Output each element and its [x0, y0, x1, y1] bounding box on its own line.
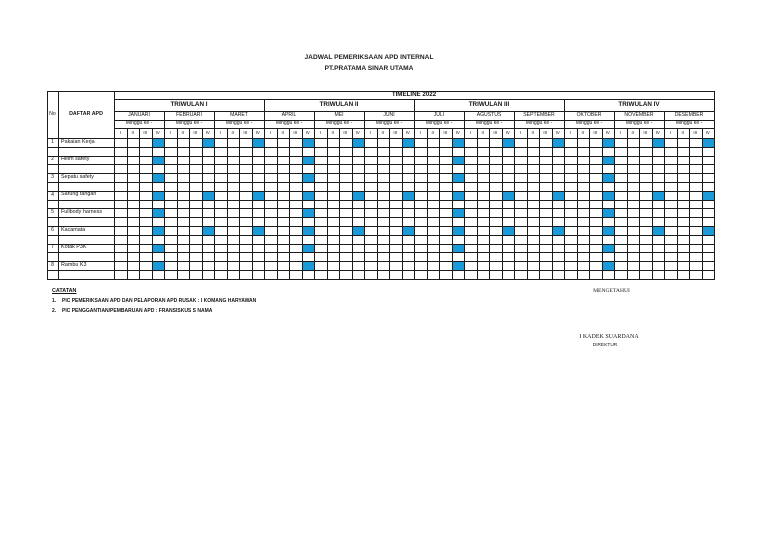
inspection-mark [402, 138, 415, 148]
inspection-mark [202, 226, 215, 236]
week-label: IV [205, 129, 210, 135]
inspection-mark [152, 226, 165, 236]
inspection-mark [452, 156, 465, 165]
month-header: MEI [334, 111, 344, 118]
document-title: JADWAL PEMERIKSAAN APD INTERNAL [304, 53, 434, 61]
inspection-mark [302, 173, 315, 183]
signatory-name: I KADEK SUARDANA [579, 334, 639, 340]
week-label: III [143, 129, 148, 135]
week-label: IV [155, 129, 160, 135]
inspection-mark [452, 244, 465, 253]
week-label: II [431, 129, 434, 135]
inspection-mark [402, 191, 415, 201]
week-label: IV [605, 129, 610, 135]
month-header: SEPTEMBER [523, 111, 555, 118]
timeline-header: TIMELINE 2022 [391, 90, 437, 98]
week-label: IV [555, 129, 560, 135]
inspection-mark [602, 261, 615, 271]
inspection-mark [602, 244, 615, 253]
week-caption: Minggu ke - [475, 120, 503, 127]
week-label: III [243, 129, 248, 135]
inspection-mark [602, 173, 615, 183]
week-label: III [543, 129, 548, 135]
note-number: 1. [52, 297, 57, 304]
week-label: II [581, 129, 584, 135]
month-header: JUNI [383, 111, 395, 118]
week-label: I [319, 129, 321, 135]
week-caption: Minggu ke - [675, 120, 703, 127]
month-header: FEBRUARI [176, 111, 202, 118]
inspection-mark [252, 138, 265, 148]
week-label: III [193, 129, 198, 135]
inspection-mark [252, 226, 265, 236]
item-name: Pakaian Kerja [61, 138, 95, 145]
month-header: DESEMBER [674, 111, 704, 118]
inspection-mark [452, 138, 465, 148]
week-caption: Minggu ke - [375, 120, 403, 127]
week-label: I [369, 129, 371, 135]
inspection-mark [602, 226, 615, 236]
week-label: IV [255, 129, 260, 135]
week-label: III [593, 129, 598, 135]
item-name: Sarung tangan [61, 191, 97, 198]
week-caption: Minggu ke - [625, 120, 653, 127]
month-header: OKTOBER [576, 111, 602, 118]
quarter-header: TRIWULAN IV [618, 100, 660, 108]
week-label: IV [455, 129, 460, 135]
note-text: PIC PEMERIKSAAN APD DAN PELAPORAN APD RUSAK : I KOMANG HARYAWAN [62, 297, 257, 304]
inspection-mark [452, 191, 465, 201]
inspection-mark [152, 138, 165, 148]
week-caption: Minggu ke - [225, 120, 253, 127]
month-header: MARET [230, 111, 248, 118]
item-number: 4 [51, 191, 54, 198]
week-label: II [131, 129, 134, 135]
item-name: Fullbody harness [61, 209, 103, 216]
week-label: III [693, 129, 698, 135]
inspection-mark [302, 208, 315, 218]
inspection-mark [302, 226, 315, 236]
inspection-mark [652, 226, 665, 236]
item-name: Kotak P3K [61, 244, 87, 251]
week-label: II [681, 129, 684, 135]
week-label: I [519, 129, 521, 135]
item-name: Kacamata [61, 226, 86, 233]
item-number: 2 [51, 156, 54, 163]
inspection-mark [602, 191, 615, 201]
week-label: III [343, 129, 348, 135]
inspection-mark [452, 261, 465, 271]
item-number: 3 [51, 174, 54, 181]
item-name: Rambu K3 [61, 261, 87, 268]
signatory-position: DIREKTUR [592, 342, 618, 348]
week-label: II [381, 129, 384, 135]
week-label: II [531, 129, 534, 135]
inspection-mark [552, 226, 565, 236]
week-label: III [393, 129, 398, 135]
inspection-mark [202, 191, 215, 201]
inspection-mark [352, 138, 365, 148]
week-label: III [643, 129, 648, 135]
week-caption: Minggu ke - [525, 120, 553, 127]
inspection-mark [452, 173, 465, 183]
item-name: Helm safety [61, 156, 90, 163]
inspection-mark [702, 226, 715, 236]
week-caption: Minggu ke - [175, 120, 203, 127]
week-label: I [469, 129, 471, 135]
inspection-mark [502, 226, 515, 236]
inspection-mark [152, 244, 165, 253]
month-header: JULI [433, 111, 445, 118]
week-label: I [219, 129, 221, 135]
week-caption: Minggu ke - [575, 120, 603, 127]
inspection-mark [702, 138, 715, 148]
item-column-header: DAFTAR APD [69, 110, 103, 117]
item-number: 8 [51, 262, 54, 269]
inspection-mark [302, 261, 315, 271]
inspection-mark [302, 138, 315, 148]
week-label: II [631, 129, 634, 135]
item-name: Sepatu safety [61, 173, 94, 180]
no-column-header: No [49, 110, 56, 117]
item-number: 7 [51, 244, 54, 251]
week-label: I [419, 129, 421, 135]
quarter-header: TRIWULAN I [170, 100, 208, 108]
notes-heading: CATATAN [52, 288, 77, 295]
week-label: I [669, 129, 671, 135]
note-number: 2. [52, 307, 57, 314]
inspection-mark [552, 191, 565, 201]
inspection-mark [202, 138, 215, 148]
week-caption: Minggu ke - [325, 120, 353, 127]
week-label: II [481, 129, 484, 135]
inspection-mark [652, 138, 665, 148]
item-number: 1 [51, 138, 54, 145]
inspection-mark [152, 261, 165, 271]
week-label: I [169, 129, 171, 135]
week-label: I [619, 129, 621, 135]
week-label: II [231, 129, 234, 135]
inspection-mark [552, 138, 565, 148]
month-header: APRIL [281, 111, 297, 118]
week-label: I [119, 129, 121, 135]
week-label: IV [705, 129, 710, 135]
month-header: AGUSTUS [476, 111, 502, 118]
inspection-mark [602, 138, 615, 148]
inspection-marks [152, 138, 715, 271]
approval-caption: MENGETAHUI [593, 288, 630, 295]
inspection-mark [702, 191, 715, 201]
week-caption: Minggu ke - [125, 120, 153, 127]
item-number: 6 [51, 226, 54, 233]
week-label: IV [505, 129, 510, 135]
inspection-mark [352, 226, 365, 236]
inspection-mark [152, 191, 165, 201]
week-label: IV [355, 129, 360, 135]
company-name: PT.PRATAMA SINAR UTAMA [324, 64, 414, 72]
week-label: III [443, 129, 448, 135]
note-text: PIC PENGGANTIAN/PEMBARUAN APD : FRANSISKUS S NAMA [62, 307, 213, 314]
week-label: III [293, 129, 298, 135]
item-number: 5 [51, 209, 54, 216]
inspection-mark [302, 156, 315, 165]
week-label: IV [655, 129, 660, 135]
week-label: I [269, 129, 271, 135]
inspection-mark [502, 138, 515, 148]
inspection-mark [602, 156, 615, 165]
week-caption: Minggu ke - [275, 120, 303, 127]
inspection-mark [652, 191, 665, 201]
inspection-mark [302, 191, 315, 201]
inspection-mark [152, 208, 165, 218]
month-header: NOVEMBER [624, 111, 654, 118]
inspection-mark [452, 208, 465, 218]
month-header: JANUARI [128, 111, 150, 118]
inspection-mark [402, 226, 415, 236]
quarter-header: TRIWULAN III [468, 100, 510, 108]
week-label: II [331, 129, 334, 135]
inspection-mark [502, 191, 515, 201]
week-label: IV [305, 129, 310, 135]
inspection-mark [152, 156, 165, 165]
week-label: I [569, 129, 571, 135]
inspection-mark [152, 173, 165, 183]
week-label: IV [405, 129, 410, 135]
inspection-mark [352, 191, 365, 201]
inspection-mark [302, 244, 315, 253]
week-label: II [181, 129, 184, 135]
quarter-header: TRIWULAN II [319, 100, 359, 108]
week-label: III [493, 129, 498, 135]
inspection-mark [252, 191, 265, 201]
week-label: II [281, 129, 284, 135]
week-caption: Minggu ke - [425, 120, 453, 127]
inspection-mark [452, 226, 465, 236]
inspection-mark [602, 208, 615, 218]
